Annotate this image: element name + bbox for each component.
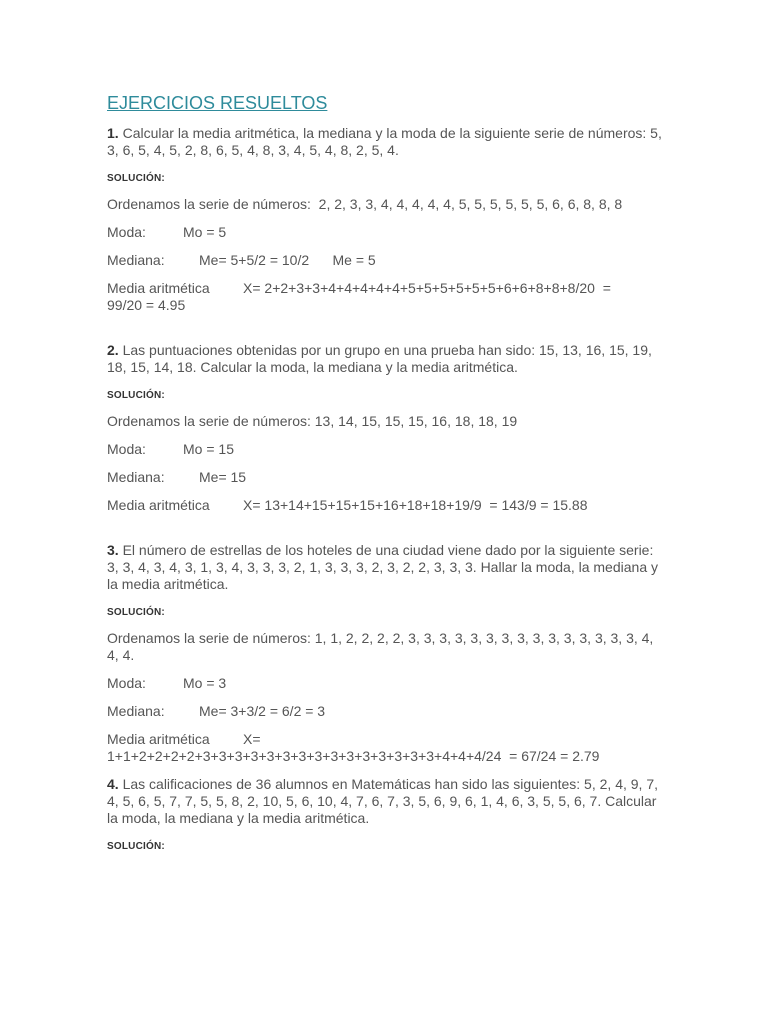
mediana-label: Mediana:	[107, 469, 165, 485]
exercise-number: 1.	[107, 125, 119, 141]
ordered-series: Ordenamos la serie de números: 1, 1, 2, 2, 2, 2, 3, 3, 3, 3, 3, 3, 3, 3, 3, 3, 3, 3, 3, 3, 3, 4, 4, 4.	[107, 630, 654, 663]
media-label: Media aritmética	[107, 280, 210, 296]
media-line	[107, 497, 667, 514]
mediana-line	[107, 469, 667, 486]
exercise-3-statement	[107, 542, 667, 593]
media-continuation: 99/20 = 4.95	[107, 297, 186, 313]
page-title: EJERCICIOS RESUELTOS	[107, 93, 328, 113]
media-line	[107, 731, 667, 748]
media-value: X= 2+2+3+3+4+4+4+4+4+5+5+5+5+5+5+6+6+8+8+8/20 =	[243, 280, 611, 296]
exercise-text: Calcular la media aritmética, la mediana y la moda de la siguiente serie de números: 5, 3, 6, 5, 4, 5, 2, 8, 6, 5, 4, 8, 3, 4, 5, 4, 8, 2, 5, 4.	[107, 125, 662, 158]
moda-label: Moda:	[107, 224, 146, 240]
exercise-text: El número de estrellas de los hoteles de una ciudad viene dado por la siguiente serie: 3, 3, 4, 3, 4, 3, 1, 3, 4, 3, 3, 3, 2, 1, 3, 3, 3, 2, 3, 2, 2, 3, 3, 3. Hallar la moda, la mediana y la media aritmética.	[107, 542, 658, 592]
mediana-line	[107, 703, 667, 720]
exercise-2-statement	[107, 342, 667, 376]
moda-value: Mo = 5	[183, 224, 227, 240]
media-label: Media aritmética	[107, 497, 210, 513]
moda-line	[107, 224, 667, 241]
mediana-value: Me= 15	[199, 469, 247, 485]
moda-label: Moda:	[107, 441, 146, 457]
exercise-number: 2.	[107, 342, 119, 358]
moda-line	[107, 441, 667, 458]
mediana-line	[107, 252, 667, 269]
mediana-value: Me= 3+3/2 = 6/2 = 3	[199, 703, 326, 719]
exercise-text: Las calificaciones de 36 alumnos en Matemáticas han sido las siguientes: 5, 2, 4, 9, 7, 4, 5, 6, 5, 7, 7, 5, 5, 8, 2, 10, 5, 6, 10, 4, 7, 6, 7, 3, 5, 6, 9, 6, 1, 4, 6, 3, 5, 5, 6, 7. Calcular la moda, la mediana y la media aritmética.	[107, 776, 658, 826]
media-continuation: 1+1+2+2+2+2+3+3+3+3+3+3+3+3+3+3+3+3+3+3+3+4+4+4/24 = 67/24 = 2.79	[107, 748, 600, 764]
solution-label: SOLUCIÓN:	[107, 173, 165, 184]
mediana-label: Mediana:	[107, 703, 165, 719]
mediana-label: Mediana:	[107, 252, 165, 268]
exercise-1-statement	[107, 125, 667, 159]
media-line	[107, 280, 667, 297]
solution-label: SOLUCIÓN:	[107, 607, 165, 618]
media-value: X= 13+14+15+15+15+16+18+18+19/9 = 143/9 = 15.88	[243, 497, 588, 513]
moda-value: Mo = 3	[183, 675, 227, 691]
document-body	[107, 92, 667, 864]
exercise-number: 4.	[107, 776, 119, 792]
mediana-value: Me= 5+5/2 = 10/2 Me = 5	[199, 252, 376, 268]
ordered-series: Ordenamos la serie de números: 13, 14, 15, 15, 15, 16, 18, 18, 19	[107, 413, 518, 429]
exercise-number: 3.	[107, 542, 119, 558]
solution-label: SOLUCIÓN:	[107, 390, 165, 401]
exercise-4-statement	[107, 776, 667, 827]
exercise-text: Las puntuaciones obtenidas por un grupo en una prueba han sido: 15, 13, 16, 15, 19, 18, 15, 14, 18. Calcular la moda, la mediana y la media aritmética.	[107, 342, 652, 375]
media-label: Media aritmética	[107, 731, 210, 747]
moda-label: Moda:	[107, 675, 146, 691]
moda-line	[107, 675, 667, 692]
solution-label: SOLUCIÓN:	[107, 841, 165, 852]
ordered-series: Ordenamos la serie de números: 2, 2, 3, 3, 4, 4, 4, 4, 4, 5, 5, 5, 5, 5, 5, 6, 6, 8, 8, 8	[107, 196, 623, 212]
media-value: X=	[243, 731, 261, 747]
moda-value: Mo = 15	[183, 441, 234, 457]
